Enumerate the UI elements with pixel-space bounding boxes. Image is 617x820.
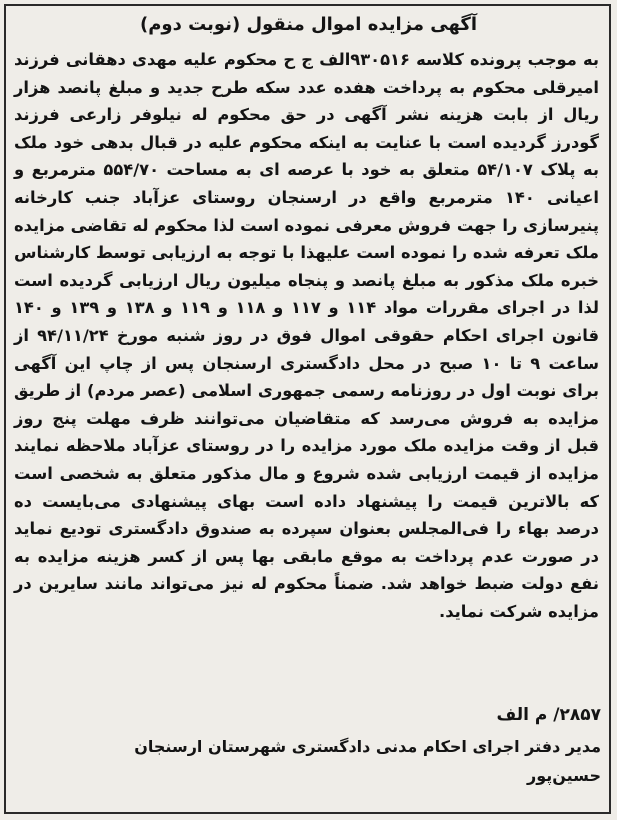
notice-title: آگهی مزایده اموال منقول (نوبت دوم) — [139, 14, 478, 35]
notice-body: به موجب پرونده کلاسه ۹۳۰۵۱۶الف ج ح محکوم علیه مهدی دهقانی فرزند امیرقلی محکوم به پرداخت هفده عدد سکه طرح جدید و مبلغ پانصد هزار ریال از بابت هزینه نشر آگهی در حق محکوم له نیلوفر زارعی فرزند گودرز گردیده است با عنایت به اینکه محکوم علیه در قبال بدهی خود ملک به پلاک ۵۴/۱۰۷ متعلق به خود با عرصه ای به مساحت ۵۵۴/۷۰ مترمربع و اعیانی ۱۴۰ مترمربع واقع در ارسنجان روستای عزآباد جنب کارخانه پنیرسازی را جهت فروش معرفی نموده است لذا محکوم له تقاضی مزایده ملک تعرفه شده را نموده است علیهذا با توجه به ارزیابی توسط کارشناس خبره ملک مذکور به مبلغ پانصد و پنجاه میلیون ریال ارزیابی گردیده است لذا در اجرای مقررات مواد ۱۱۴ و ۱۱۷ و ۱۱۸ و ۱۱۹ و ۱۳۸ و ۱۳۹ و ۱۴۰ قانون اجرای احکام حقوقی اموال فوق در روز شنبه مورخ ۹۴/۱۱/۲۴ از ساعت ۹ تا ۱۰ صبح در محل دادگستری ارسنجان پس از چاپ این آگهی برای نوبت اول در روزنامه رسمی جمهوری اسلامی (عصر مردم) از طریق مزایده به فروش می‌رسد که متقاضیان می‌توانند ظرف مهلت پنج روز قبل از وقت مزایده ملک مورد مزایده را در روستای عزآباد ملاحظه نمایند مزایده از قیمت ارزیابی شده شروع و مال مذکور متعلق به شخصی است که بالاترین قیمت را پیشنهاد داده است بهای پیشنهادی می‌بایست ده درصد بهاء را فی‌المجلس بعنوان سپرده به صندوق دادگستری تودیع نماید در صورت عدم پرداخت به موقع مابقی بها پس از کسر هزینه مزایده به نفع دولت ضبط خواهد شد. ضمناً محکوم له نیز می‌تواند مانند سایرین در مزایده شرکت نماید. — [14, 50, 600, 621]
reference-number: ۲۸۵۷/ م الف — [496, 705, 601, 725]
signature-name: حسین‌پور — [527, 766, 601, 785]
signature-title: مدیر دفتر اجرای احکام مدنی دادگستری شهرستان ارسنجان — [134, 737, 601, 756]
